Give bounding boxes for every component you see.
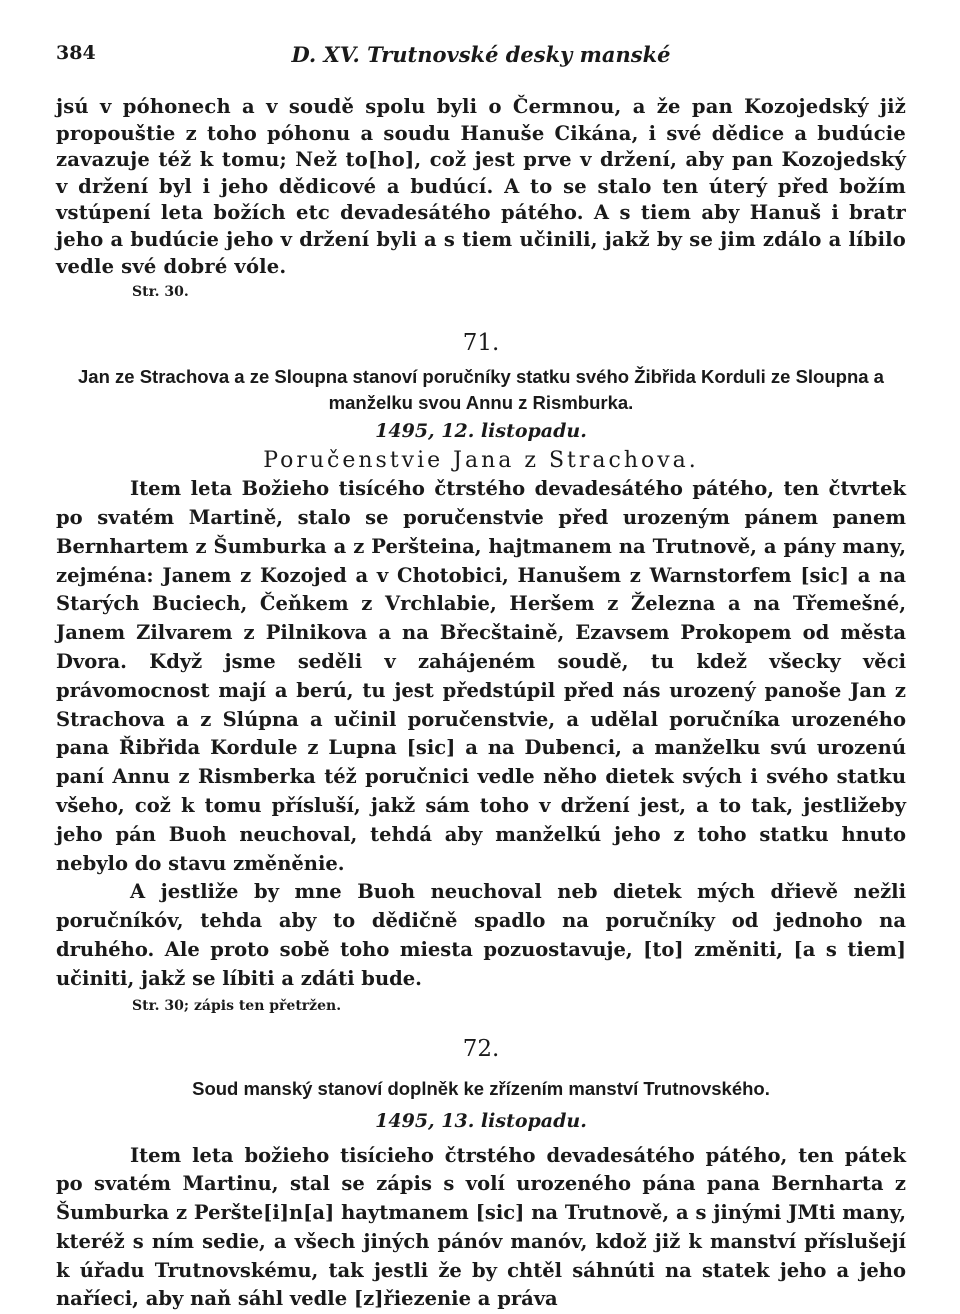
page-number: 384 [56, 42, 96, 64]
page-body [56, 94, 906, 1314]
entry-paragraph: Item leta Božieho tisícého čtrstého devadesátého pátého, ten čtvrtek po svatém Martině, stalo se poručenstvie před urozeným pánem panem Bernhartem z Šumburka a z Peršteina, hajtmanem na Trutnově, a pány many, zejména: Janem z Kozojed a v Chotobici, Hanušem z Warnstorfem [sic] a na Starých Buciech, Čeňkem z Vrchlabie, Heršem z Železna a na Třemešné, Janem Zilvarem z Pilnikova a na Břecštaině, Ezavsem Prokopem od města Dvora. Když jsme seděli v zahájeném soudě, tu kdež všecky věci právomocnost mají a berú, tu jest předstúpil před nás urozený panoše Jan z Strachova a z Slúpna a učinil poručenstvie, a udělal poručníka urozeného pana Řibřida Kordule z Lupna [sic] a na Dubenci, a manželku svú urozenú paní Annu z Rismberka též poručnici vedle něho dietek svých i svého statku všeho, což k tomu přísluší, jakž sám toho v držení jest, a to tak, jestližeby jeho pán Buoh neuchoval, tehdá aby manželkú jeho z toho statku hnuto nebylo do stavu změněnie. [56, 475, 906, 878]
entry-regest: Jan ze Strachova a ze Sloupna stanoví poručníky statku svého Žibřida Korduli ze Sloupna a manželku svou Annu z Rismburka. [56, 364, 906, 416]
running-title: D. XV. Trutnovské desky manské [56, 42, 906, 67]
continuation-paragraph: jsú v póhonech a v soudě spolu byli o Čermnou, a že pan Kozojedský již propouštie z toho póhonu a soudu Hanuše Cikána, i své dědice a budúcie zavazuje též k tomu; Než to[ho], což jest prve v držení, aby pan Kozojedský v držení byl i jeho dědicové a budúcí. A to se stalo ten úterý před božím vstúpení leta božích etc devadesátého pátého. A s tiem aby Hanuš i bratr jeho a budúcie jeho v držení byli a s tiem učinili, jakž by se jim zdálo a líbilo vedle své dobré vóle. [56, 94, 906, 280]
entry-number: 71. [56, 330, 906, 356]
entry-paragraph: A jestliže by mne Buoh neuchoval neb dietek mých dřievě nežli poručníkóv, tehda aby to dědičně spadlo na poručníky od jednoho na druhého. Ale proto sobě toho miesta pozuostavuje, [to] změniti, [a s tiem] učiniti, jakž se líbiti a zdáti bude. [56, 878, 906, 993]
source-note: Str. 30. [132, 282, 906, 302]
entry-date: 1495, 12. listopadu. [56, 420, 906, 442]
entry-paragraph: Item leta božieho tisícieho čtrstého devadesátého pátého, ten pátek po svatém Martinu, stal se zápis s volí urozeného pána pana Bernharta z Šumburka z Peršte[i]n[a] haytmanem [sic] na Trutnově, a s jinými JMti many, kteréž s ním sedie, a všech jiných pánóv manóv, kdož již k manství příslušejí k úřadu Trutnovskému, tak jestli že by chtěl sáhnúti na statek jeho a jeho naříeci, aby naň sáhl vedle [z]řiezenie a práva [56, 1142, 906, 1314]
entry-date: 1495, 13. listopadu. [56, 1110, 906, 1132]
page-header [56, 42, 906, 74]
entry-title: Poručenstvie Jana z Strachova. [56, 448, 906, 473]
entry-regest: Soud manský stanoví doplněk ke zřízením manství Trutnovského. [56, 1076, 906, 1102]
source-note: Str. 30; zápis ten přetržen. [132, 996, 906, 1016]
entry-number: 72. [56, 1036, 906, 1062]
